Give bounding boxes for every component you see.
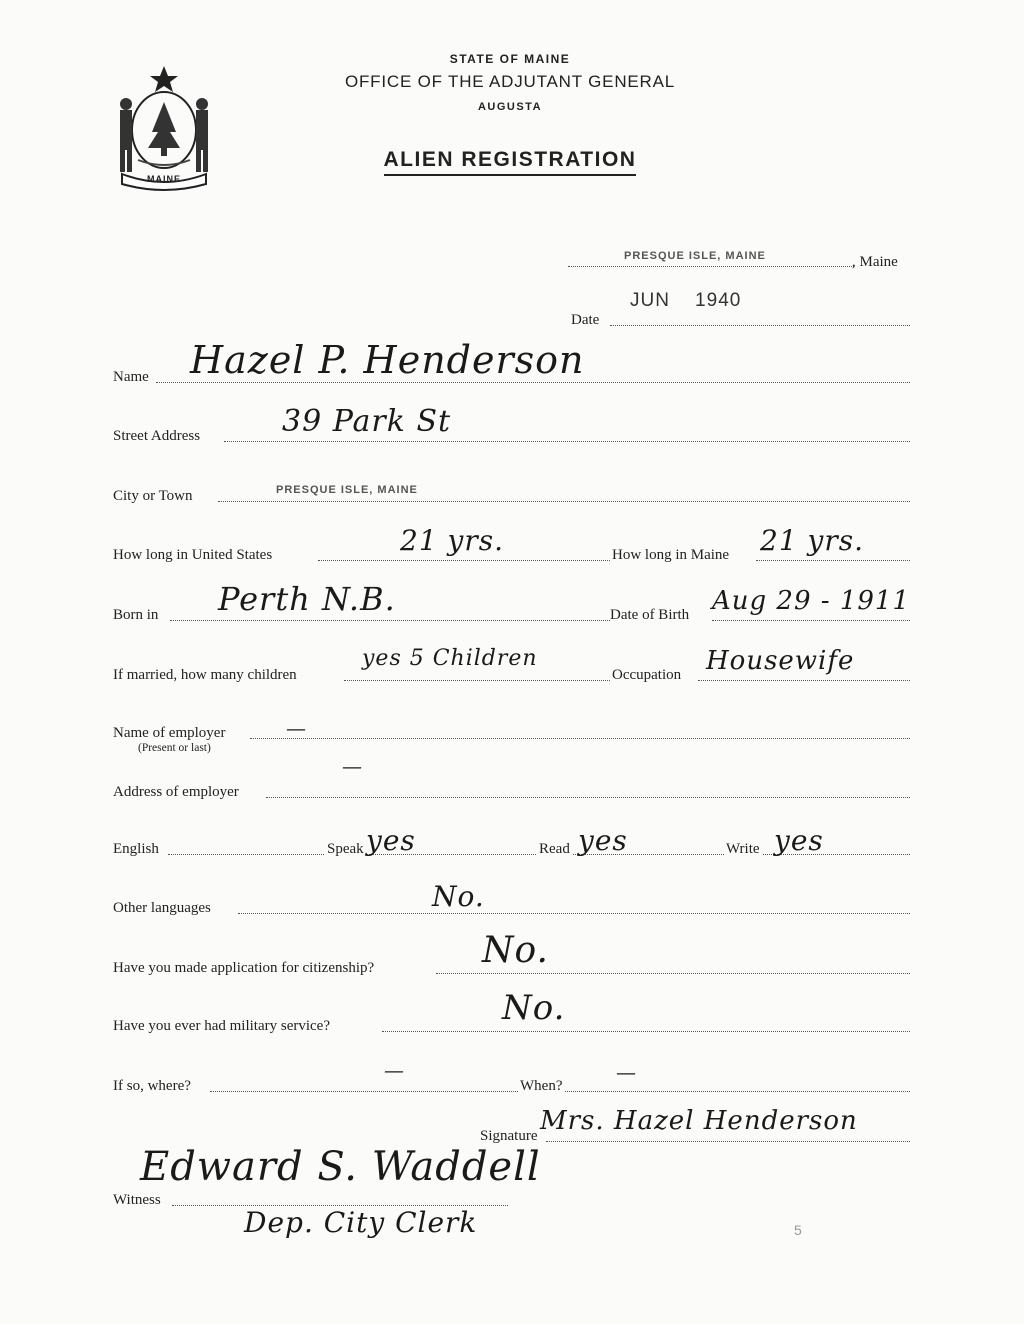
long-us-value[interactable]: 21 yrs.	[400, 524, 505, 557]
write-value[interactable]: yes	[774, 824, 824, 857]
long-maine-label: How long in Maine	[612, 547, 730, 563]
signature-value[interactable]: Mrs. Hazel Henderson	[540, 1106, 858, 1136]
read-value[interactable]: yes	[578, 824, 628, 857]
when-label: When?	[520, 1078, 563, 1094]
long-maine-line	[756, 560, 910, 561]
military-label: Have you ever had military service?	[113, 1018, 330, 1034]
name-label: Name	[113, 369, 149, 385]
place-stamp[interactable]: PRESQUE ISLE, MAINE	[624, 250, 766, 262]
employer-line	[250, 738, 910, 739]
citizenship-label: Have you made application for citizenship?	[113, 960, 375, 976]
header-state: STATE OF MAINE	[449, 52, 571, 66]
long-us-line	[318, 560, 610, 561]
street-line	[224, 441, 910, 442]
witness-title-value: Dep. City Clerk	[244, 1206, 478, 1239]
street-label: Street Address	[113, 428, 201, 444]
write-label: Write	[726, 841, 760, 857]
read-label: Read	[539, 841, 570, 857]
date-stamp[interactable]: JUN 1940	[630, 290, 742, 311]
occupation-line	[698, 680, 910, 681]
seal-banner-text: MAINE	[147, 174, 181, 184]
employer-address-value[interactable]: —	[342, 754, 363, 778]
witness-value[interactable]: Edward S. Waddell	[140, 1144, 541, 1190]
city-line	[218, 501, 910, 502]
maine-seal-icon	[108, 62, 220, 192]
signature-label: Signature	[480, 1128, 538, 1144]
married-label: If married, how many children	[113, 667, 297, 683]
corner-mark: 5	[794, 1222, 802, 1238]
place-suffix: , Maine	[852, 254, 898, 270]
witness-label: Witness	[113, 1192, 161, 1208]
name-value[interactable]: Hazel P. Henderson	[190, 338, 585, 382]
employer-address-line	[266, 797, 910, 798]
occupation-value[interactable]: Housewife	[706, 646, 855, 676]
when-value[interactable]: —	[616, 1060, 637, 1084]
born-value[interactable]: Perth N.B.	[218, 580, 396, 618]
other-languages-label: Other languages	[113, 900, 211, 916]
speak-label: Speak	[327, 841, 364, 857]
date-label: Date	[571, 312, 600, 328]
header-city: AUGUSTA	[477, 101, 543, 113]
header-office: OFFICE OF THE ADJUTANT GENERAL	[344, 72, 676, 91]
speak-value[interactable]: yes	[366, 824, 416, 857]
employer-sublabel: (Present or last)	[138, 742, 211, 754]
city-stamp[interactable]: PRESQUE ISLE, MAINE	[276, 484, 418, 496]
citizenship-line	[436, 973, 910, 974]
where-label: If so, where?	[113, 1078, 191, 1094]
english-label: English	[113, 841, 159, 857]
married-value[interactable]: yes 5 Children	[362, 646, 538, 671]
other-languages-line	[238, 913, 910, 914]
dob-line	[712, 620, 910, 621]
married-line	[344, 680, 610, 681]
city-label: City or Town	[113, 488, 193, 504]
form-title: ALIEN REGISTRATION	[300, 148, 720, 172]
long-maine-value[interactable]: 21 yrs.	[760, 524, 865, 557]
date-line	[610, 325, 910, 326]
name-line	[156, 382, 910, 383]
military-value[interactable]: No.	[502, 988, 566, 1028]
military-line	[382, 1031, 910, 1032]
other-languages-value[interactable]: No.	[432, 880, 485, 913]
citizenship-value[interactable]: No.	[482, 930, 549, 971]
occupation-label: Occupation	[612, 667, 682, 683]
employer-value[interactable]: —	[286, 716, 307, 740]
born-line	[170, 620, 610, 621]
where-value[interactable]: —	[384, 1058, 405, 1082]
dob-label: Date of Birth	[610, 607, 690, 623]
dob-value[interactable]: Aug 29 - 1911	[712, 586, 910, 616]
place-line	[568, 266, 854, 267]
signature-line	[546, 1141, 910, 1142]
employer-address-label: Address of employer	[113, 784, 239, 800]
long-us-label: How long in United States	[113, 547, 273, 563]
employer-label: Name of employer	[113, 725, 226, 741]
born-label: Born in	[113, 607, 159, 623]
street-value[interactable]: 39 Park St	[282, 404, 452, 439]
